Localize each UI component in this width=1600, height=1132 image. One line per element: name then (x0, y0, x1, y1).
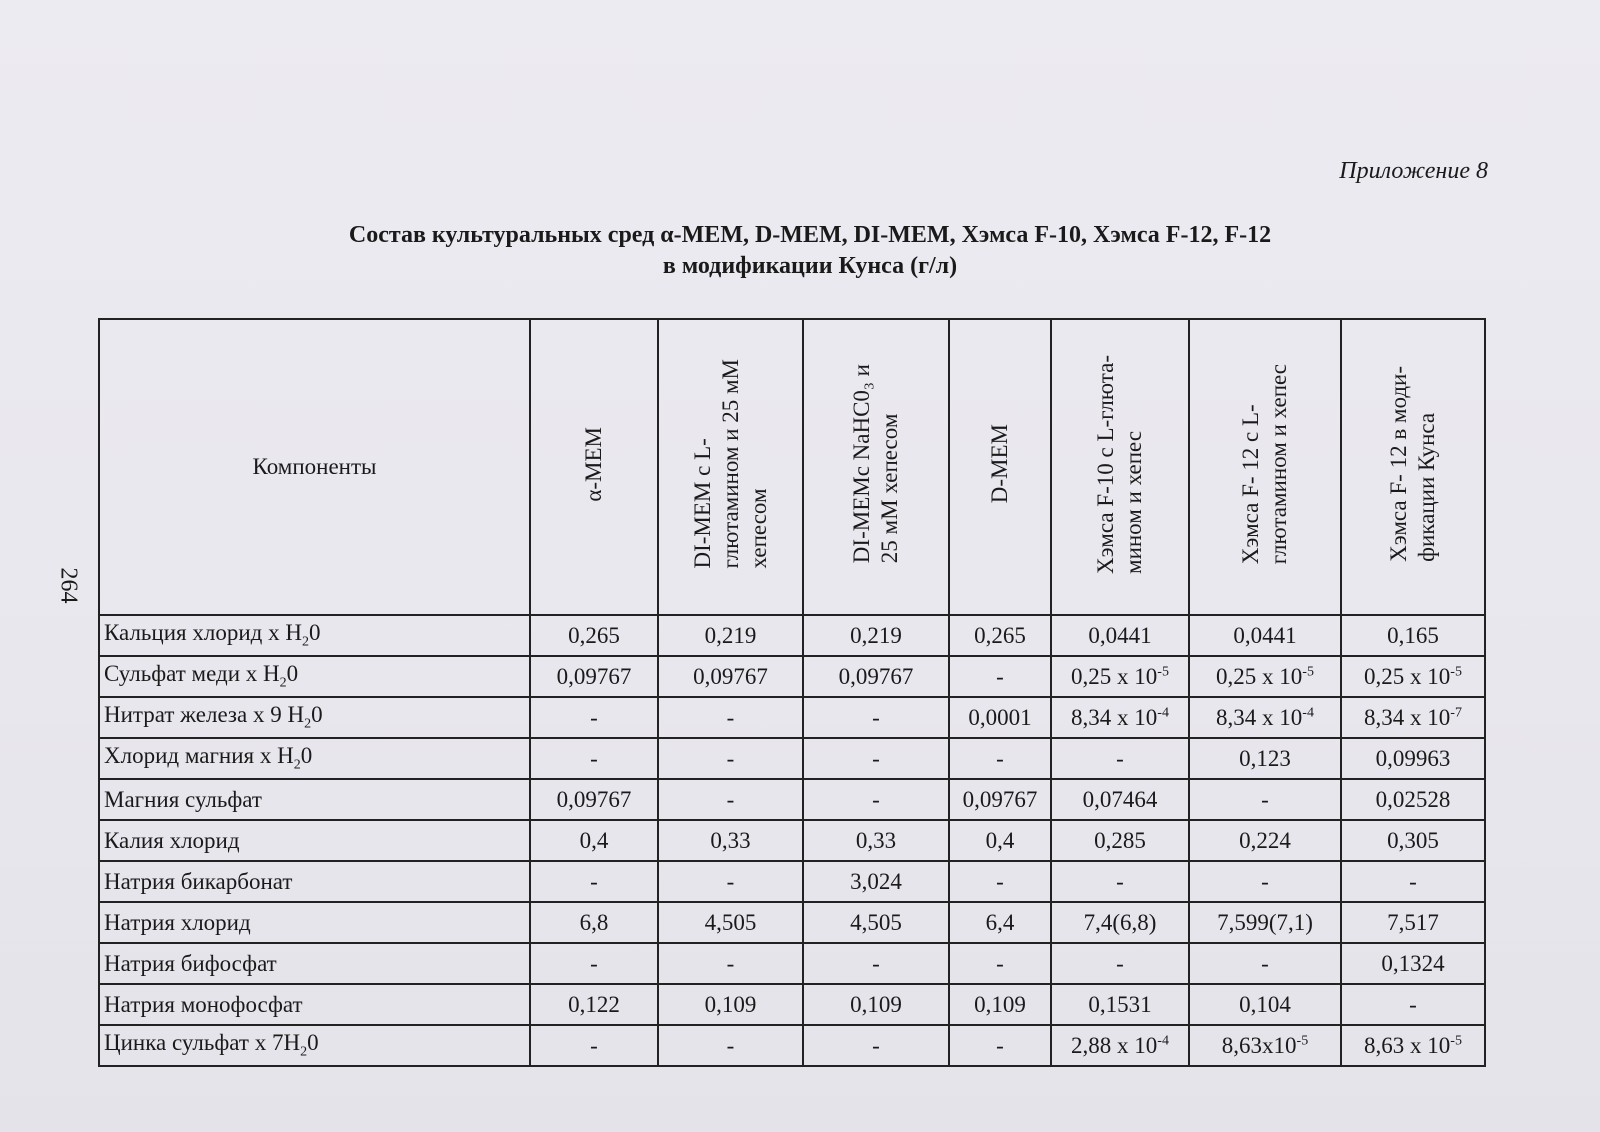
value-cell: 0,33 (658, 820, 803, 861)
value-cell: - (803, 697, 949, 738)
value-cell: 0,4 (949, 820, 1051, 861)
value-cell: - (1341, 984, 1485, 1025)
value-cell: 0,109 (658, 984, 803, 1025)
value-cell: - (658, 779, 803, 820)
value-exponent: -5 (1157, 663, 1169, 679)
value-cell: 0,09767 (949, 779, 1051, 820)
header-d-mem (949, 319, 1051, 615)
value-cell: 0,165 (1341, 615, 1485, 656)
header-hams-f10 (1051, 319, 1189, 615)
header-label: DI-МЕМс NaHC0₃ и 25 мМ хепесом (849, 364, 902, 564)
component-name-text: Натрия монофосфат (104, 991, 303, 1017)
value-cell: 0,109 (803, 984, 949, 1025)
component-name-text: Магния сульфат (104, 786, 262, 812)
value-cell: - (530, 861, 658, 902)
value-cell: - (1341, 861, 1485, 902)
value-cell: 0,1531 (1051, 984, 1189, 1025)
value-cell: 7,517 (1341, 902, 1485, 943)
value-cell: - (949, 656, 1051, 697)
component-name (99, 697, 530, 738)
value-cell: 0,265 (530, 615, 658, 656)
table-row (99, 656, 1485, 697)
value-mantissa: 0,25 х 10 (1216, 663, 1303, 689)
header-label: Хэмса F- 12 с L- глютамином и хепес (1238, 363, 1291, 565)
component-name (99, 820, 530, 861)
component-name (99, 656, 530, 697)
value-cell: - (658, 861, 803, 902)
table-row (99, 943, 1485, 984)
title-line-2: в модификации Кунса (г/л) (662, 253, 958, 279)
value-cell: 4,505 (658, 902, 803, 943)
header-label: D-МЕМ (987, 424, 1012, 504)
component-name-subscript: 2 (279, 675, 287, 691)
value-exponent: -5 (1296, 1032, 1309, 1048)
header-di-mem-nahco3-hepes (803, 319, 949, 615)
value-cell: 0,122 (530, 984, 658, 1025)
component-name-text: Нитрат железа х 9 Н (104, 702, 305, 728)
value-cell: 0,0441 (1189, 615, 1341, 656)
value-cell: 7,599(7,1) (1189, 902, 1341, 943)
component-name-text: Хлорид магния х Н (104, 743, 294, 769)
value-mantissa: 8,34 х 10 (1364, 704, 1451, 730)
value-cell: 0,305 (1341, 820, 1485, 861)
value-cell (1189, 1025, 1341, 1066)
value-cell: - (949, 738, 1051, 779)
component-name (99, 615, 530, 656)
value-cell (1341, 656, 1485, 697)
component-name-subscript: 2 (300, 1044, 308, 1060)
value-cell (1341, 697, 1485, 738)
component-name-tail: 0 (286, 661, 299, 687)
header-components: Компоненты (99, 319, 530, 615)
value-cell: 0,285 (1051, 820, 1189, 861)
table-row (99, 697, 1485, 738)
value-cell: 0,219 (803, 615, 949, 656)
value-cell: - (949, 1025, 1051, 1066)
value-cell: - (658, 738, 803, 779)
value-cell: 0,02528 (1341, 779, 1485, 820)
value-cell: - (1189, 779, 1341, 820)
value-cell: 0,07464 (1051, 779, 1189, 820)
value-mantissa: 2,88 х 10 (1071, 1032, 1158, 1058)
value-mantissa: 8,63 х 10 (1364, 1032, 1451, 1058)
value-cell: - (530, 1025, 658, 1066)
value-cell (1051, 656, 1189, 697)
value-cell: - (949, 943, 1051, 984)
value-mantissa: 0,25 х 10 (1364, 663, 1451, 689)
value-cell (1189, 656, 1341, 697)
value-cell: - (530, 738, 658, 779)
value-exponent: -7 (1450, 704, 1462, 720)
component-name-text: Натрия хлорид (104, 909, 251, 935)
header-hams-f12 (1189, 319, 1341, 615)
value-cell (1051, 1025, 1189, 1066)
component-name (99, 738, 530, 779)
value-cell: 3,024 (803, 861, 949, 902)
component-name-text: Сульфат меди х Н (104, 661, 280, 687)
value-cell: 0,09767 (658, 656, 803, 697)
component-name-tail: 0 (308, 620, 321, 646)
value-cell: - (1051, 943, 1189, 984)
header-label: Хэмса F- 12 в моди- фикации Кунса (1386, 366, 1439, 562)
value-cell: 0,265 (949, 615, 1051, 656)
value-cell: - (803, 779, 949, 820)
value-exponent: -5 (1450, 663, 1462, 679)
value-mantissa: 8,34 х 10 (1216, 704, 1303, 730)
value-cell: 6,4 (949, 902, 1051, 943)
component-name-text: Натрия бифосфат (104, 950, 277, 976)
value-exponent: -4 (1302, 704, 1314, 720)
value-cell (1051, 697, 1189, 738)
value-cell: 0,123 (1189, 738, 1341, 779)
header-hams-f12-coons (1341, 319, 1485, 615)
component-name-subscript: 2 (304, 716, 312, 732)
value-cell (1189, 697, 1341, 738)
value-cell: - (658, 943, 803, 984)
header-di-mem-glutamine-hepes (658, 319, 803, 615)
value-cell: 0,224 (1189, 820, 1341, 861)
table-row (99, 1025, 1485, 1066)
component-name-text: Калия хлорид (104, 827, 240, 853)
value-cell: 0,33 (803, 820, 949, 861)
value-cell: - (1051, 861, 1189, 902)
component-name-text: Цинка сульфат х 7Н (104, 1030, 301, 1056)
value-cell: - (1189, 861, 1341, 902)
header-label: α-МЕМ (581, 426, 606, 502)
table-row (99, 902, 1485, 943)
value-cell: - (530, 943, 658, 984)
value-cell: 0,1324 (1341, 943, 1485, 984)
table-body (99, 615, 1485, 1066)
value-cell: 4,505 (803, 902, 949, 943)
header-alpha-mem (530, 319, 658, 615)
value-cell: 0,219 (658, 615, 803, 656)
value-cell: 0,104 (1189, 984, 1341, 1025)
table-row (99, 861, 1485, 902)
table-row (99, 779, 1485, 820)
component-name-tail: 0 (311, 702, 323, 728)
value-cell: 0,4 (530, 820, 658, 861)
culture-media-table (98, 318, 1486, 1067)
title-line-1: Состав культуральных сред α-МЕМ, D-МЕМ, DI-МЕМ, Хэмса F-10, Хэмса F-12, F-12 (348, 222, 1272, 248)
value-cell: - (530, 697, 658, 738)
component-name (99, 779, 530, 820)
table-row (99, 820, 1485, 861)
value-exponent: -5 (1302, 663, 1314, 679)
value-cell: 6,8 (530, 902, 658, 943)
value-cell: 7,4(6,8) (1051, 902, 1189, 943)
value-cell: - (1051, 738, 1189, 779)
value-cell: 0,09767 (803, 656, 949, 697)
component-name-subscript: 2 (293, 757, 301, 773)
value-mantissa: 8,34 х 10 (1071, 704, 1158, 730)
component-name-tail: 0 (307, 1030, 319, 1056)
component-name-text: Кальция хлорид х Н (104, 620, 302, 646)
component-name-text: Натрия бикарбонат (104, 868, 293, 894)
value-cell: - (803, 738, 949, 779)
value-exponent: -4 (1157, 1032, 1169, 1048)
component-name (99, 1025, 530, 1066)
component-name (99, 984, 530, 1025)
page-number: 264 (55, 567, 82, 604)
value-cell: - (658, 697, 803, 738)
value-mantissa: 8,63х10 (1221, 1032, 1297, 1058)
value-cell: - (949, 861, 1051, 902)
value-mantissa: 0,25 х 10 (1071, 663, 1158, 689)
value-exponent: -5 (1450, 1032, 1462, 1048)
table-row (99, 615, 1485, 656)
appendix-label: Приложение 8 (1339, 158, 1488, 184)
component-name (99, 943, 530, 984)
header-label: Хэмса F-10 с L-глюта- мином и хепес (1093, 354, 1146, 574)
header-row (99, 319, 1485, 615)
value-exponent: -4 (1157, 704, 1169, 720)
component-name (99, 902, 530, 943)
component-name-tail: 0 (300, 743, 313, 769)
header-label: DI-МЕМ с L- глютамином и 25 мМ хепесом (689, 359, 771, 569)
component-name (99, 861, 530, 902)
component-name-subscript: 2 (301, 634, 309, 650)
table-row (99, 738, 1485, 779)
value-cell: - (658, 1025, 803, 1066)
value-cell: 0,109 (949, 984, 1051, 1025)
table-row (99, 984, 1485, 1025)
value-cell: 0,0441 (1051, 615, 1189, 656)
value-cell: 0,09767 (530, 779, 658, 820)
table-title (240, 220, 1380, 282)
value-cell: - (803, 943, 949, 984)
value-cell: 0,09963 (1341, 738, 1485, 779)
value-cell: - (1189, 943, 1341, 984)
value-cell: 0,09767 (530, 656, 658, 697)
value-cell (1341, 1025, 1485, 1066)
value-cell: - (803, 1025, 949, 1066)
value-cell: 0,0001 (949, 697, 1051, 738)
